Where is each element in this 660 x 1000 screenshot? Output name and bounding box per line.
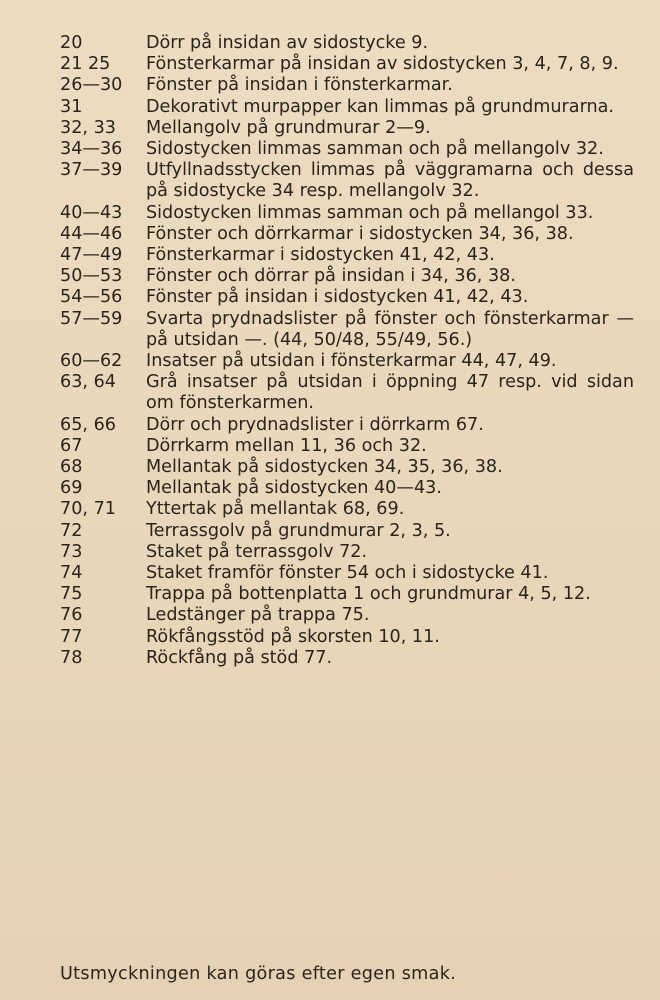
list-item — [0, 584, 660, 605]
step-text: Röckfång på stöd 77. — [146, 647, 333, 668]
list-item — [0, 287, 660, 308]
list-item — [0, 521, 660, 542]
list-item — [0, 542, 660, 563]
list-item — [0, 415, 660, 436]
list-item — [0, 33, 660, 54]
step-text: Rökfångsstöd på skorsten 10, 11. — [146, 626, 440, 647]
assembly-instructions-list — [0, 33, 660, 669]
step-text: Fönster och dörrkarmar i sidostycken 34, 36, 38. — [146, 223, 574, 244]
step-number: 74 — [60, 563, 83, 584]
list-item — [0, 160, 660, 202]
step-text: Dörr och prydnadslister i dörrkarm 67. — [146, 414, 484, 435]
step-text: Fönster på insidan i sidostycken 41, 42, 43. — [146, 287, 529, 308]
step-number: 57—59 — [60, 308, 123, 329]
step-number: 72 — [60, 520, 83, 541]
list-item — [0, 648, 660, 669]
step-text: Grå insatser på utsidan i öppning 47 resp. vid sidan om fönsterkarmen. — [146, 372, 634, 414]
step-number: 68 — [60, 457, 83, 478]
list-item — [0, 75, 660, 96]
step-text: Insatser på utsidan i fönsterkarmar 44, 47, 49. — [146, 351, 557, 372]
step-number: 63, 64 — [60, 372, 116, 393]
list-item — [0, 605, 660, 626]
step-text: Staket framför fönster 54 och i sidostycke 41. — [146, 563, 549, 584]
step-text: Fönsterkarmar på insidan av sidostycken 3, 4, 7, 8, 9. — [146, 54, 619, 75]
step-text: Sidostycken limmas samman och på mellangolv 32. — [146, 139, 604, 160]
step-text: Dörrkarm mellan 11, 36 och 32. — [146, 435, 427, 456]
step-number: 20 — [60, 33, 83, 53]
list-item — [0, 97, 660, 118]
step-text: Fönster på insidan i fönsterkarmar. — [146, 75, 453, 96]
step-number: 47—49 — [60, 245, 123, 266]
list-item — [0, 139, 660, 160]
step-text: Dekorativt murpapper kan limmas på grundmurarna. — [146, 96, 615, 117]
step-number: 70, 71 — [60, 499, 116, 520]
footer-note: Utsmyckningen kan göras efter egen smak. — [60, 964, 457, 984]
step-number: 40—43 — [60, 202, 123, 223]
step-number: 60—62 — [60, 351, 123, 372]
step-number: 76 — [60, 605, 83, 626]
step-text: Mellantak på sidostycken 40—43. — [146, 478, 442, 499]
step-number: 31 — [60, 96, 83, 117]
step-number: 75 — [60, 584, 83, 605]
list-item — [0, 118, 660, 139]
step-text: Staket på terrassgolv 72. — [146, 541, 368, 562]
list-item — [0, 436, 660, 457]
list-item — [0, 203, 660, 224]
list-item — [0, 351, 660, 372]
step-number: 78 — [60, 647, 83, 668]
step-number: 73 — [60, 541, 83, 562]
list-item — [0, 372, 660, 414]
step-text: Terrassgolv på grundmurar 2, 3, 5. — [146, 520, 451, 541]
step-text: Fönsterkarmar i sidostycken 41, 42, 43. — [146, 245, 495, 266]
step-text: Dörr på insidan av sidostycke 9. — [146, 33, 429, 53]
step-number: 77 — [60, 626, 83, 647]
list-item — [0, 309, 660, 351]
list-item — [0, 457, 660, 478]
step-text: Ledstänger på trappa 75. — [146, 605, 370, 626]
step-number: 50—53 — [60, 266, 123, 287]
step-text: Mellangolv på grundmurar 2—9. — [146, 117, 431, 138]
step-number: 65, 66 — [60, 414, 116, 435]
step-number: 34—36 — [60, 139, 123, 160]
step-number: 21 25 — [60, 54, 111, 75]
step-text: Mellantak på sidostycken 34, 35, 36, 38. — [146, 457, 503, 478]
list-item — [0, 54, 660, 75]
list-item — [0, 563, 660, 584]
list-item — [0, 245, 660, 266]
list-item — [0, 266, 660, 287]
step-number: 32, 33 — [60, 117, 116, 138]
step-number: 44—46 — [60, 223, 123, 244]
step-number: 54—56 — [60, 287, 123, 308]
step-number: 37—39 — [60, 160, 123, 181]
step-number: 67 — [60, 435, 83, 456]
step-text: Yttertak på mellantak 68, 69. — [146, 499, 405, 520]
step-text: Utfyllnadsstycken limmas på väggramarna och dessa på sidostycke 34 resp. mellangolv 32. — [146, 160, 634, 202]
step-number: 69 — [60, 478, 83, 499]
list-item — [0, 627, 660, 648]
step-text: Sidostycken limmas samman och på mellangol 33. — [146, 202, 594, 223]
list-item — [0, 224, 660, 245]
step-text: Fönster och dörrar på insidan i 34, 36, 38. — [146, 266, 516, 287]
step-text: Trappa på bottenplatta 1 och grundmurar 4, 5, 12. — [146, 584, 591, 605]
list-item — [0, 478, 660, 499]
step-number: 26—30 — [60, 75, 123, 96]
list-item — [0, 499, 660, 520]
step-text: Svarta prydnadslister på fönster och fönsterkarmar — på utsidan —. (44, 50/48, 55/49, 56.) — [146, 308, 634, 350]
